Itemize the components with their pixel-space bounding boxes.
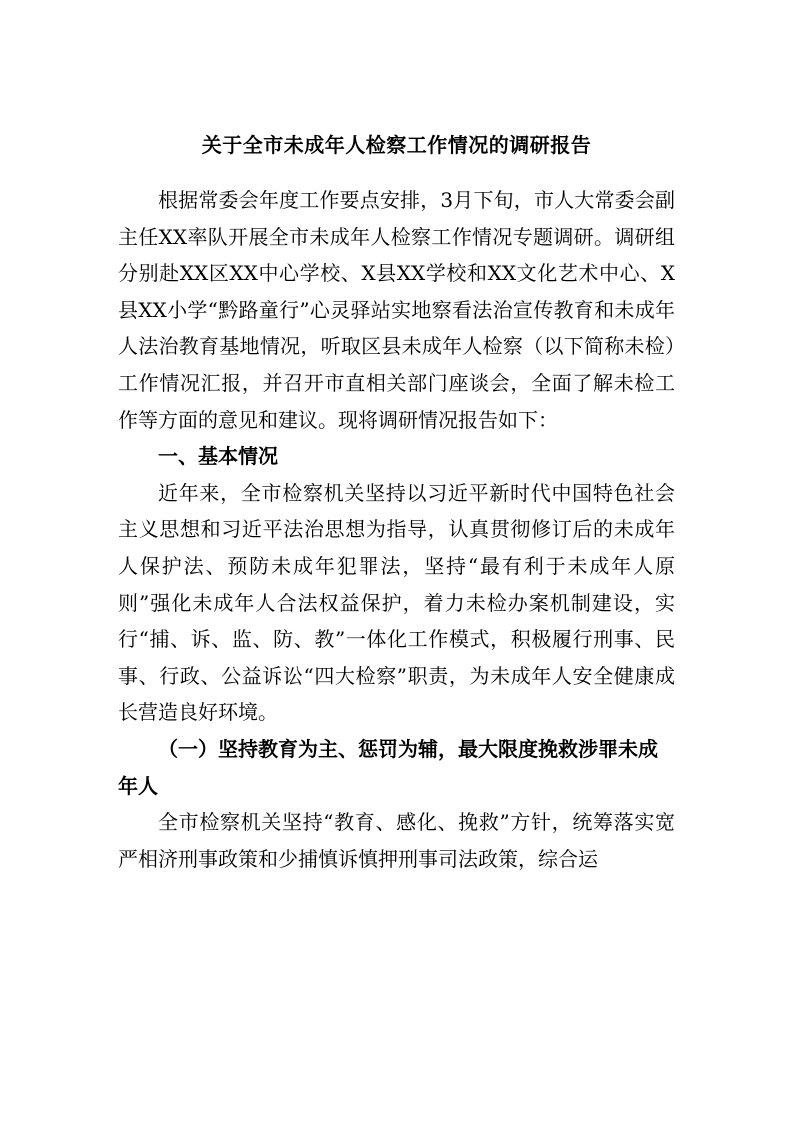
intro-paragraph: 根据常委会年度工作要点安排，3月下旬，市人大常委会副主任XX率队开展全市未成年人检察工作情况专题调研。调研组分别赴XX区XX中心学校、X县XX学校和XX文化艺术中心、X县XX小学“黔路童行”心灵驿站实地察看法治宣传教育和未成年人法治教育基地情况，听取区县未成年人检察（以下简称未检）工作情况汇报，并召开市直相关部门座谈会，全面了解未检工作等方面的意见和建议。现将调研情况报告如下：: [118, 188, 675, 432]
subsection-paragraph: 全市检察机关坚持“教育、感化、挽救”方针，统筹落实宽严相济刑事政策和少捕慎诉慎押刑事司法政策，综合运: [118, 810, 675, 871]
document-body: [118, 182, 675, 877]
document-title: 关于全市未成年人检察工作情况的调研报告: [201, 133, 592, 157]
section-heading-basic-situation: 一、基本情况: [158, 444, 278, 469]
subsection-heading-education: （一）坚持教育为主、惩罚为辅，最大限度挽救涉罪未成年人: [118, 736, 658, 798]
section-paragraph: 近年来，全市检察机关坚持以习近平新时代中国特色社会主义思想和习近平法治思想为指导，认真贯彻修订后的未成年人保护法、预防未成年犯罪法，坚持“最有利于未成年人原则”强化未成年人合法权益保护，着力未检办案机制建设，实行“捕、诉、监、防、教”一体化工作模式，积极履行刑事、民事、行政、公益诉讼“四大检察”职责，为未成年人安全健康成长营造良好环境。: [118, 480, 675, 725]
